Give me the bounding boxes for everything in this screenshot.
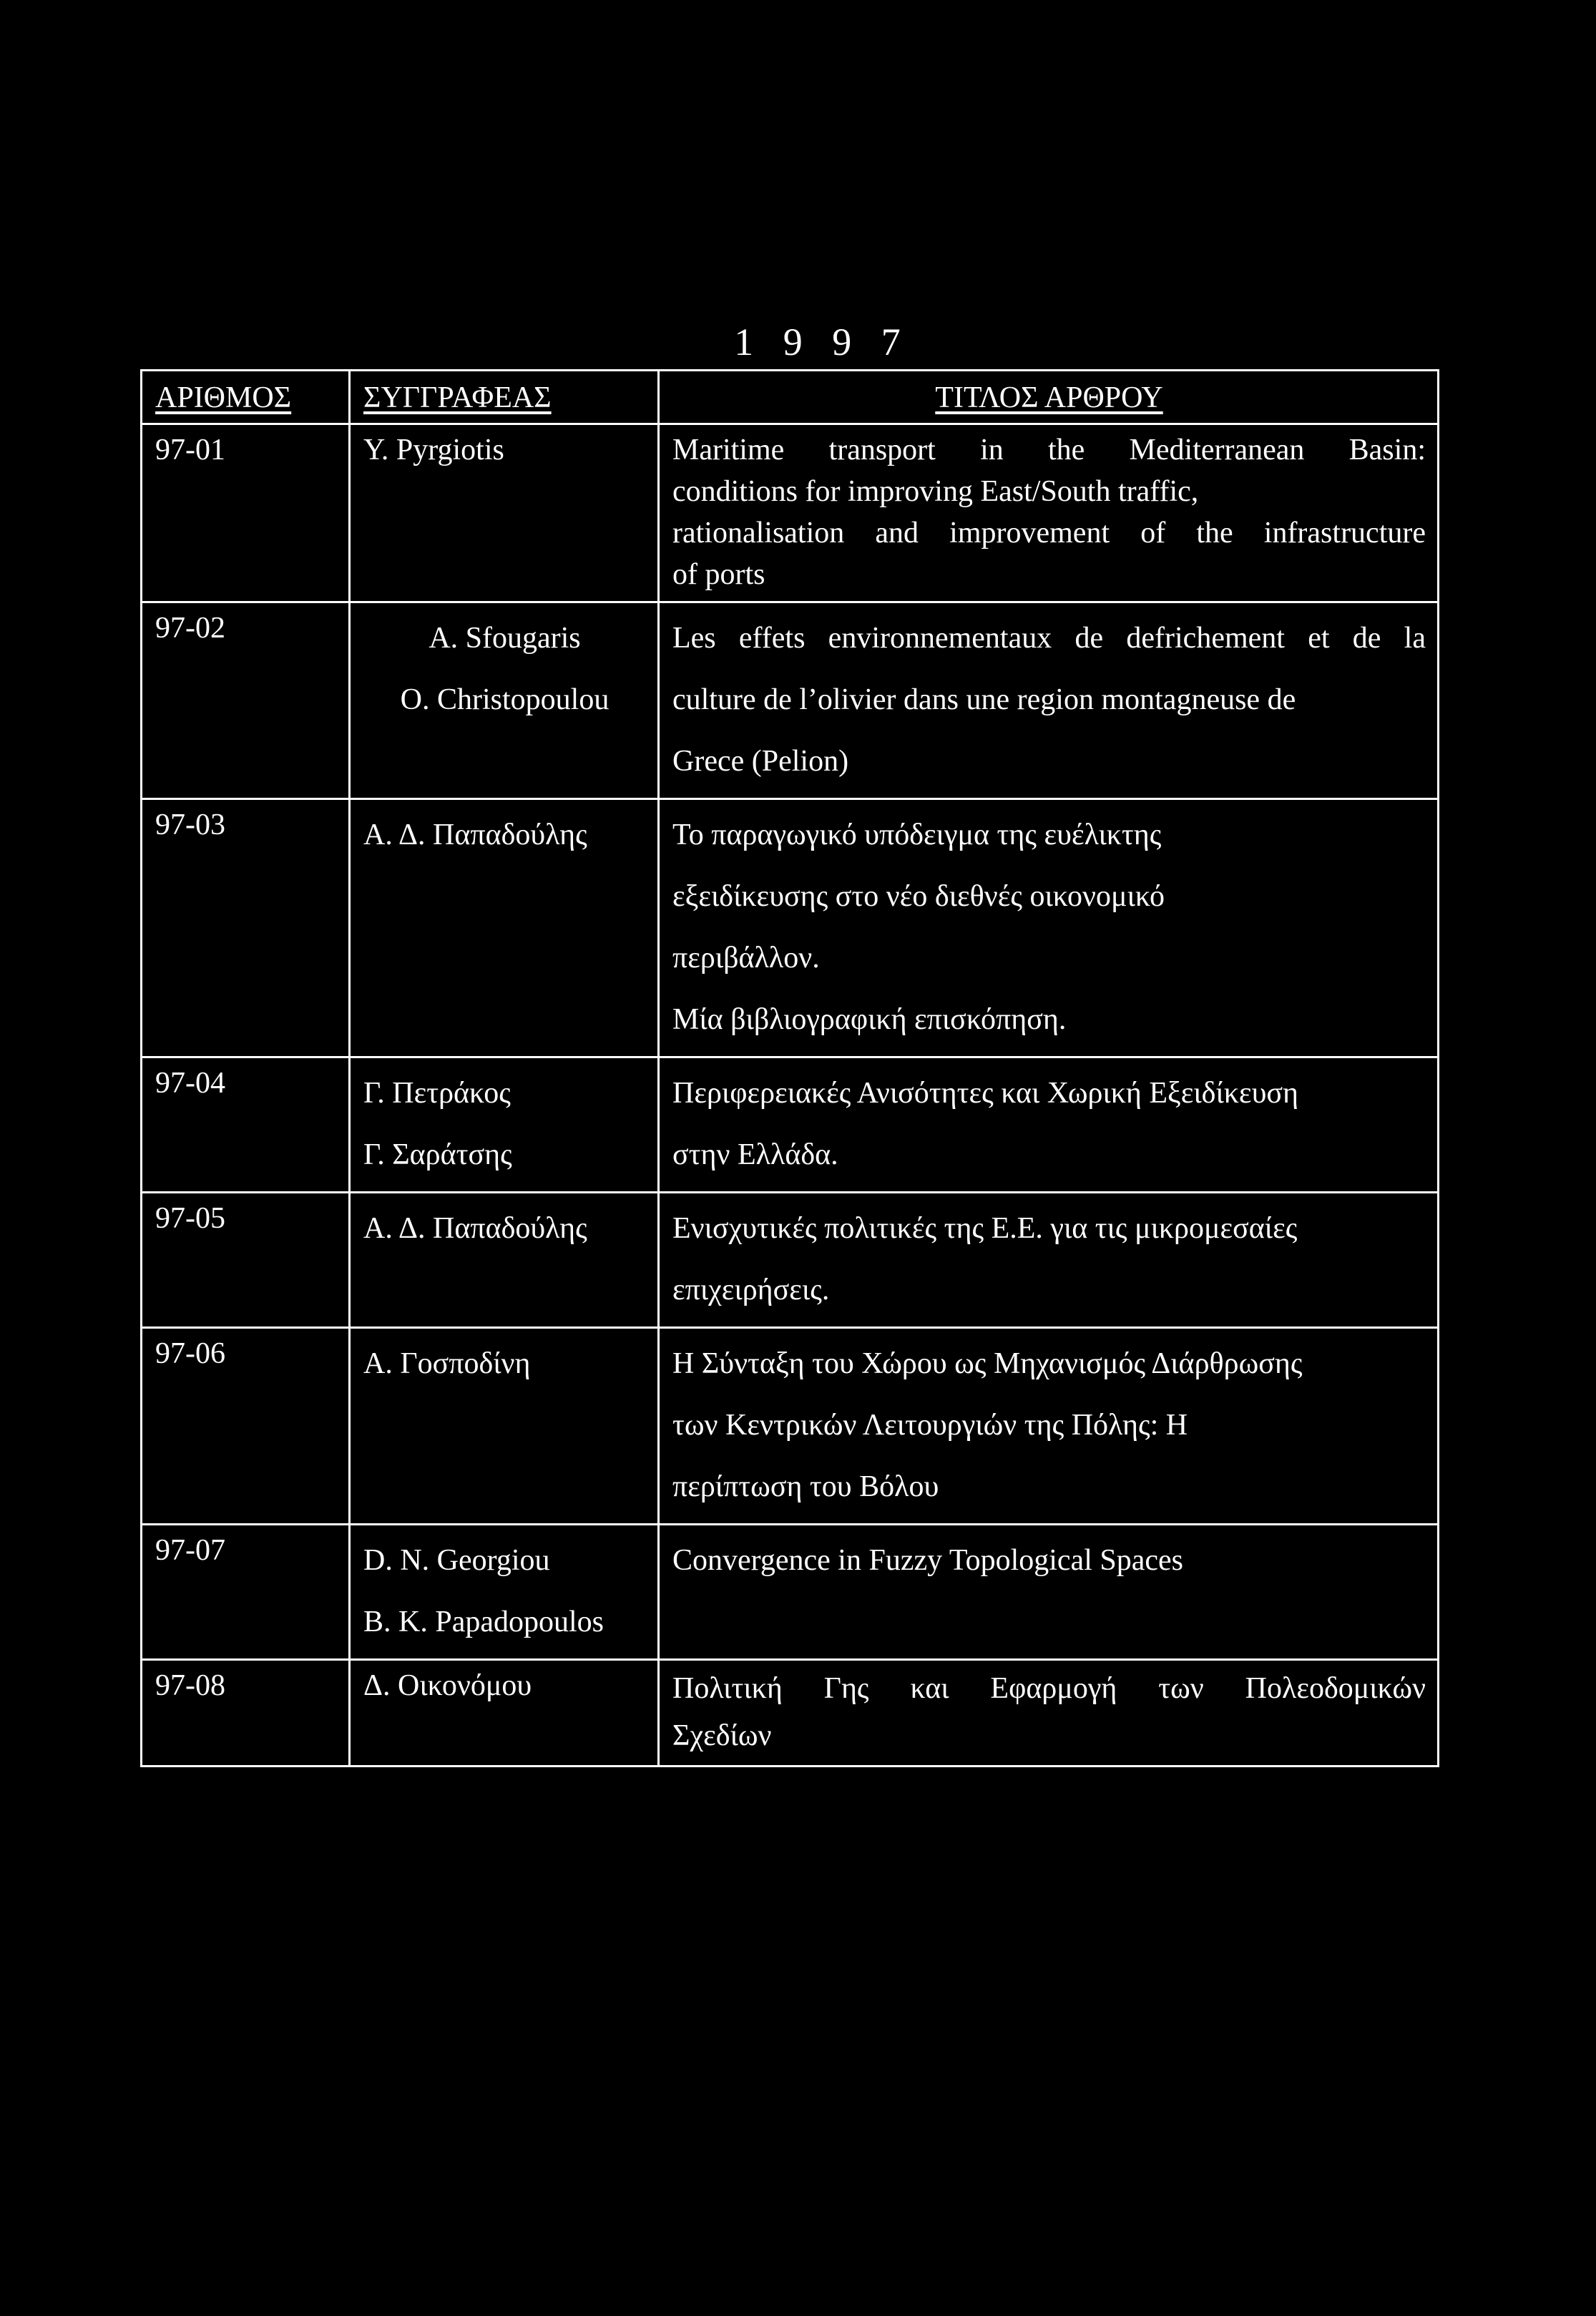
table-row [142,424,1439,602]
year-heading: 1 9 9 7 [734,321,911,363]
paper-title [659,1328,1439,1525]
paper-number: 97-07 [142,1525,350,1660]
title-line: Περιφερειακές Ανισότητες και Χωρική Εξειδίκευση [672,1077,1298,1110]
author-name: Δ. Οικονόμου [363,1669,532,1702]
title-line: των Κεντρικών Λειτουργιών της Πόλης: Η [672,1409,1188,1442]
paper-authors [350,1660,659,1767]
paper-title [659,602,1439,799]
paper-authors [350,799,659,1057]
title-line: Convergence in Fuzzy Topological Spaces [672,1544,1183,1577]
title-line: Σχεδίων [672,1719,772,1752]
title-line: στην Ελλάδα. [672,1138,838,1171]
author-name: Α. Γοσποδίνη [363,1347,531,1380]
header-row [142,371,1439,424]
table-row [142,1525,1439,1660]
title-line: rationalisation and improvement of the infrastructure [672,517,1426,549]
author-name: Α. Δ. Παπαδούλης [363,819,587,851]
paper-title [659,799,1439,1057]
paper-title [659,424,1439,602]
table-row [142,1328,1439,1525]
paper-number: 97-05 [142,1193,350,1328]
author-name: Y. Pyrgiotis [363,434,504,466]
paper-title [659,1193,1439,1328]
title-line: επιχειρήσεις. [672,1274,830,1306]
title-line: Ενισχυτικές πολιτικές της Ε.Ε. για τις μικρομεσαίες [672,1212,1298,1245]
header-author: ΣΥΓΓΡΑΦΕΑΣ [350,371,659,424]
title-line: εξειδίκευσης στο νέο διεθνές οικονομικό [672,880,1165,913]
table-row [142,1057,1439,1193]
paper-authors [350,1193,659,1328]
title-line: Maritime transport in the Mediterranean Basin: [672,434,1426,466]
table-row [142,602,1439,799]
title-line: Το παραγωγικό υπόδειγμα της ευέλικτης [672,819,1162,851]
table-row [142,799,1439,1057]
paper-title [659,1057,1439,1193]
title-line: περιβάλλον. [672,942,820,974]
title-line: of ports [672,558,765,591]
title-line: Grece (Pelion) [672,745,849,778]
paper-authors [350,1525,659,1660]
author-name: B. K. Papadopoulos [363,1606,604,1638]
title-line: culture de l’olivier dans une region montagneuse de [672,683,1296,716]
paper-number: 97-03 [142,799,350,1057]
paper-number: 97-02 [142,602,350,799]
header-number: ΑΡΙΘΜΟΣ [142,371,350,424]
author-name: Γ. Πετράκος [363,1077,511,1110]
paper-authors [350,424,659,602]
paper-authors [350,1328,659,1525]
author-name: Α. Δ. Παπαδούλης [363,1212,587,1245]
header-title: ΤΙΤΛΟΣ ΑΡΘΡΟΥ [659,371,1439,424]
table-row [142,1193,1439,1328]
paper-title [659,1525,1439,1660]
paper-number: 97-01 [142,424,350,602]
author-name: O. Christopoulou [400,683,609,716]
title-line: Les effets environnementaux de defrichement et de la [672,622,1426,655]
title-line: Μία βιβλιογραφική επισκόπηση. [672,1003,1067,1036]
papers-table [140,369,1439,1767]
title-line: Πολιτική Γης και Εφαρμογή των Πολεοδομικών [672,1672,1426,1705]
paper-number: 97-06 [142,1328,350,1525]
title-line: περίπτωση του Βόλου [672,1470,939,1503]
author-name: A. Sfougaris [429,622,581,655]
paper-authors [350,1057,659,1193]
title-line: conditions for improving East/South traffic, [672,475,1199,508]
paper-title [659,1660,1439,1767]
title-line: Η Σύνταξη του Χώρου ως Μηχανισμός Διάρθρωσης [672,1347,1303,1380]
paper-number: 97-04 [142,1057,350,1193]
author-name: D. N. Georgiou [363,1544,550,1577]
paper-authors [350,602,659,799]
table-row [142,1660,1439,1767]
author-name: Γ. Σαράτσης [363,1138,512,1171]
paper-number: 97-08 [142,1660,350,1767]
